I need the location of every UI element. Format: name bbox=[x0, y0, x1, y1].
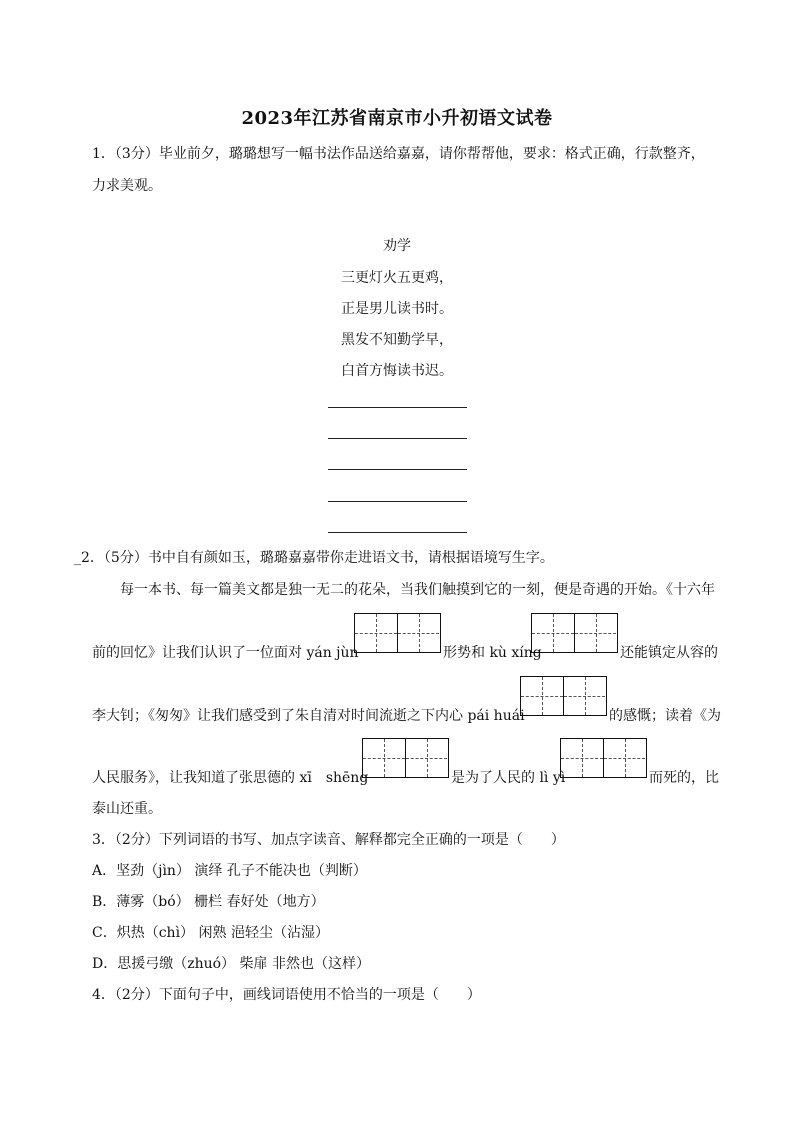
answer-line-5[interactable] bbox=[328, 532, 467, 533]
poem-line-3: 黑发不知勤学早， bbox=[341, 332, 453, 348]
q3-option-b[interactable]: B．薄雾（bó） 栅栏 春好处（地方） bbox=[92, 894, 325, 910]
q3-option-d[interactable]: D．思援弓缴（zhuó） 柴扉 非然也（这样） bbox=[92, 956, 370, 972]
q3-option-c[interactable]: C．炽热（chì） 闲熟 浥轻尘（沾湿） bbox=[92, 925, 329, 941]
poem-title: 劝学 bbox=[383, 238, 411, 254]
q2-line4-part1: 人民服务》，让我知道了张思德的 xī shēng bbox=[92, 770, 369, 786]
char-grid-paihuai[interactable] bbox=[520, 676, 607, 716]
q2-line3-part1: 李大钊；《匆匆》让我们感受到了朱自清对时间流逝之下内心 pái huái bbox=[92, 708, 525, 724]
q3-stem: 3．（2分）下列词语的书写、加点字读音、解释都完全正确的一项是（ ） bbox=[92, 832, 565, 848]
q1-stem-line1: 1．（3分）毕业前夕，璐璐想写一幅书法作品送给嘉嘉，请你帮帮他，要求：格式正确，行款整齐， bbox=[92, 146, 705, 162]
q2-paragraph-line1: 每一本书、每一篇美文都是独一无二的花朵，当我们触摸到它的一刻，便是奇遇的开始。《十六年 bbox=[120, 582, 715, 598]
poem-line-4: 白首方悔读书迟。 bbox=[341, 363, 453, 379]
answer-line-1[interactable] bbox=[328, 407, 467, 408]
q2-line3-part2: 的感慨；读着《为 bbox=[609, 708, 721, 724]
char-grid-xisheng[interactable] bbox=[362, 738, 449, 778]
poem-line-2: 正是男儿读书时。 bbox=[341, 301, 453, 317]
answer-line-2[interactable] bbox=[328, 438, 467, 439]
page-title: 2023年江苏省南京市小升初语文试卷 bbox=[241, 108, 553, 129]
q3-option-a[interactable]: A．坚劲（jìn） 演绎 孔子不能决也（判断） bbox=[92, 863, 367, 879]
q2-line2-part3: 还能镇定从容的 bbox=[620, 645, 718, 661]
q2-line2-part1: 前的回忆》让我们认识了一位面对 yán jùn bbox=[92, 645, 359, 661]
q2-line5: 泰山还重。 bbox=[92, 801, 162, 817]
q1-stem-line2: 力求美观。 bbox=[92, 178, 162, 194]
char-grid-yanjun[interactable] bbox=[354, 613, 441, 653]
char-grid-liyi[interactable] bbox=[560, 738, 647, 778]
q4-stem: 4．（2分）下面句子中，画线词语使用不恰当的一项是（ ） bbox=[92, 987, 481, 1003]
answer-line-3[interactable] bbox=[328, 469, 467, 470]
answer-line-4[interactable] bbox=[328, 501, 467, 502]
q2-line4-part3: 而死的，比 bbox=[649, 770, 719, 786]
q2-stem: _2．（5分）书中自有颜如玉，璐璐嘉嘉带你走进语文书，请根据语境写生字。 bbox=[74, 550, 554, 566]
q2-line4-part2: 是为了人民的 lì yì bbox=[451, 770, 566, 786]
poem-line-1: 三更灯火五更鸡， bbox=[341, 270, 453, 286]
q2-line2-part2: 形势和 kù xíng bbox=[443, 645, 542, 661]
char-grid-kuxing[interactable] bbox=[531, 613, 618, 653]
